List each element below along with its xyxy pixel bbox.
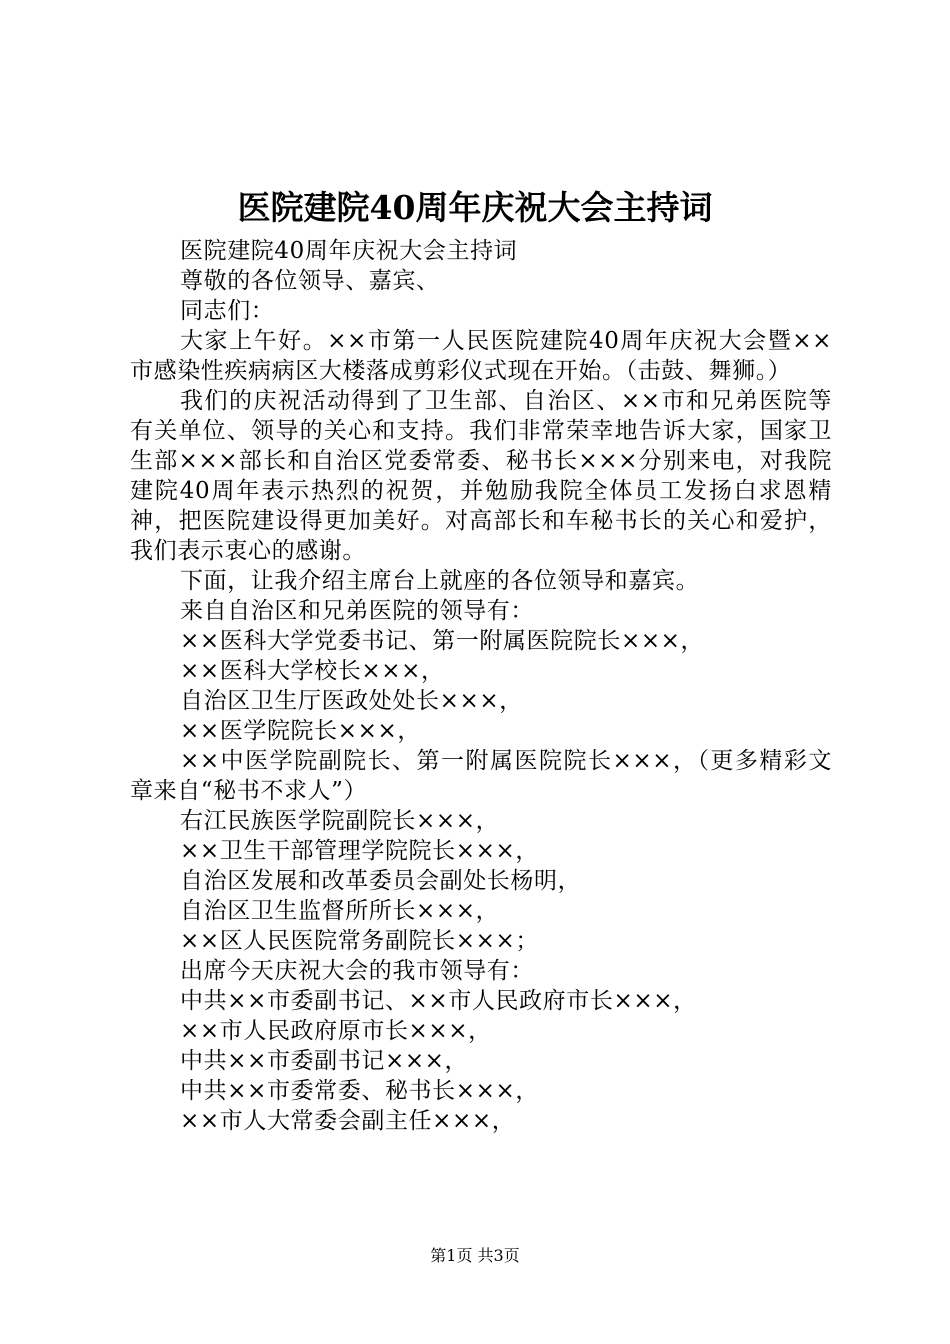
paragraph: 中共××市委常委、秘书长×××， bbox=[180, 1078, 539, 1104]
paragraph: 自治区卫生监督所所长×××， bbox=[180, 898, 500, 924]
paragraph: ××市人民政府原市长×××， bbox=[180, 1018, 492, 1044]
paragraph: 下面，让我介绍主席台上就座的各位领导和嘉宾。 bbox=[180, 568, 700, 594]
paragraph: ××中医学院副院长、第一附属医院院长×××，（更多精彩文章来自“秘书不求人”） bbox=[130, 748, 832, 804]
paragraph: 我们的庆祝活动得到了卫生部、自治区、××市和兄弟医院等有关单位、领导的关心和支持。我们非常荣幸地告诉大家，国家卫生部×××部长和自治区党委常委、秘书长×××分别来电，对我院建院40周年表示热烈的祝贺，并勉励我院全体员工发扬白求恩精神，把医院建设得更加美好。对高部长和车秘书长的关心和爱护，我们表示衷心的感谢。 bbox=[130, 388, 832, 564]
paragraph: 来自自治区和兄弟医院的领导有： bbox=[180, 598, 534, 624]
paragraph: ××卫生干部管理学院院长×××， bbox=[180, 838, 539, 864]
paragraph: 医院建院40周年庆祝大会主持词 bbox=[180, 238, 518, 264]
paragraph: 大家上午好。××市第一人民医院建院40周年庆祝大会暨××市感染性疾病病区大楼落成剪彩仪式现在开始。（击鼓、舞狮。） bbox=[130, 328, 832, 384]
page-footer: 第1页 共3页 bbox=[430, 1246, 520, 1265]
paragraph: ××医科大学校长×××， bbox=[180, 658, 445, 684]
paragraph: 出席今天庆祝大会的我市领导有： bbox=[180, 958, 534, 984]
paragraph: ××医科大学党委书记、第一附属医院院长×××， bbox=[180, 628, 705, 654]
paragraph: 尊敬的各位领导、嘉宾、 bbox=[180, 268, 440, 294]
paragraph: 右江民族医学院副院长×××， bbox=[180, 808, 500, 834]
paragraph: 自治区发展和改革委员会副处长杨明， bbox=[180, 868, 582, 894]
paragraph: ××医学院院长×××， bbox=[180, 718, 421, 744]
document-body bbox=[130, 236, 832, 1136]
paragraph: 自治区卫生厅医政处处长×××， bbox=[180, 688, 523, 714]
paragraph: ××区人民医院常务副院长×××； bbox=[180, 928, 539, 954]
paragraph: ××市人大常委会副主任×××， bbox=[180, 1108, 516, 1134]
paragraph: 同志们： bbox=[180, 298, 275, 324]
document-title: 医院建院40周年庆祝大会主持词 bbox=[237, 188, 713, 227]
paragraph: 中共××市委副书记×××， bbox=[180, 1048, 469, 1074]
paragraph: 中共××市委副书记、××市人民政府市长×××， bbox=[180, 988, 697, 1014]
